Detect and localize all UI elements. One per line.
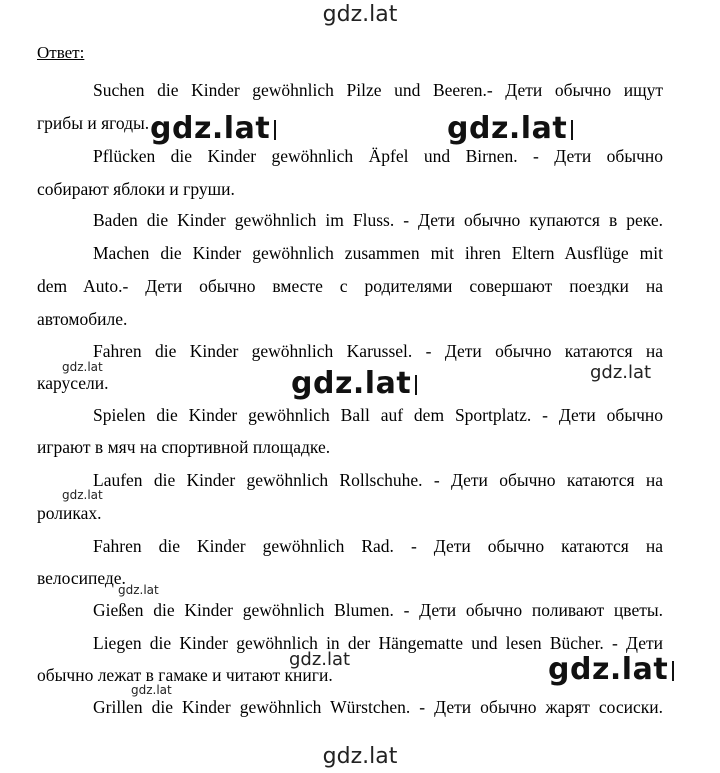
text-line: грибы и ягоды. <box>37 113 150 133</box>
text-line: dem Auto.- Дети обычно вместе с родителями совершают поездки на <box>37 276 663 296</box>
watermark-top: gdz.lat <box>322 2 398 27</box>
text-line: Pflücken die Kinder gewöhnlich Äpfel und Birnen. - Дети обычно <box>93 146 663 166</box>
watermark-large: gdz.lat <box>447 111 573 146</box>
watermark-small: gdz.lat <box>131 683 172 697</box>
text-line: Baden die Kinder gewöhnlich im Fluss. - Дети обычно купаются в реке. <box>93 210 663 230</box>
text-line: велосипеде. <box>37 568 126 588</box>
text-line: роликах. <box>37 503 102 523</box>
watermark-small: gdz.lat <box>62 488 103 502</box>
answer-label: Ответ: <box>37 43 85 62</box>
text-line: Suchen die Kinder gewöhnlich Pilze und Beeren.- Дети обычно ищут <box>93 80 663 100</box>
text-line: Liegen die Kinder gewöhnlich in der Hängematte und lesen Bücher. - Дети <box>93 633 663 653</box>
text-line: карусели. <box>37 373 109 393</box>
watermark-large: gdz.lat <box>291 366 417 401</box>
text-line: играют в мяч на спортивной площадке. <box>37 437 331 457</box>
watermark-large: gdz.lat <box>150 111 276 146</box>
text-line: собирают яблоки и груши. <box>37 179 235 199</box>
watermark-medium: gdz.lat <box>289 649 351 670</box>
watermark-large: gdz.lat <box>548 652 674 687</box>
text-line: Machen die Kinder gewöhnlich zusammen mit ihren Eltern Ausflüge mit <box>93 243 663 263</box>
text-line: Spielen die Kinder gewöhnlich Ball auf dem Sportplatz. - Дети обычно <box>93 405 663 425</box>
watermark-small: gdz.lat <box>118 583 159 597</box>
text-line: обычно лежат в гамаке и читают книги. <box>37 665 333 685</box>
watermark-small: gdz.lat <box>62 360 103 374</box>
text-line: Fahren die Kinder gewöhnlich Karussel. - Дети обычно катаются на <box>93 341 663 361</box>
text-line: Fahren die Kinder gewöhnlich Rad. - Дети обычно катаются на <box>93 536 663 556</box>
watermark-medium: gdz.lat <box>590 362 652 383</box>
watermark-bottom: gdz.lat <box>322 744 398 769</box>
text-line: Grillen die Kinder gewöhnlich Würstchen. - Дети обычно жарят сосиски. <box>93 697 663 717</box>
text-line: Laufen die Kinder gewöhnlich Rollschuhe. - Дети обычно катаются на <box>93 470 663 490</box>
text-line: автомобиле. <box>37 309 128 329</box>
text-line: Gießen die Kinder gewöhnlich Blumen. - Дети обычно поливают цветы. <box>93 600 663 620</box>
